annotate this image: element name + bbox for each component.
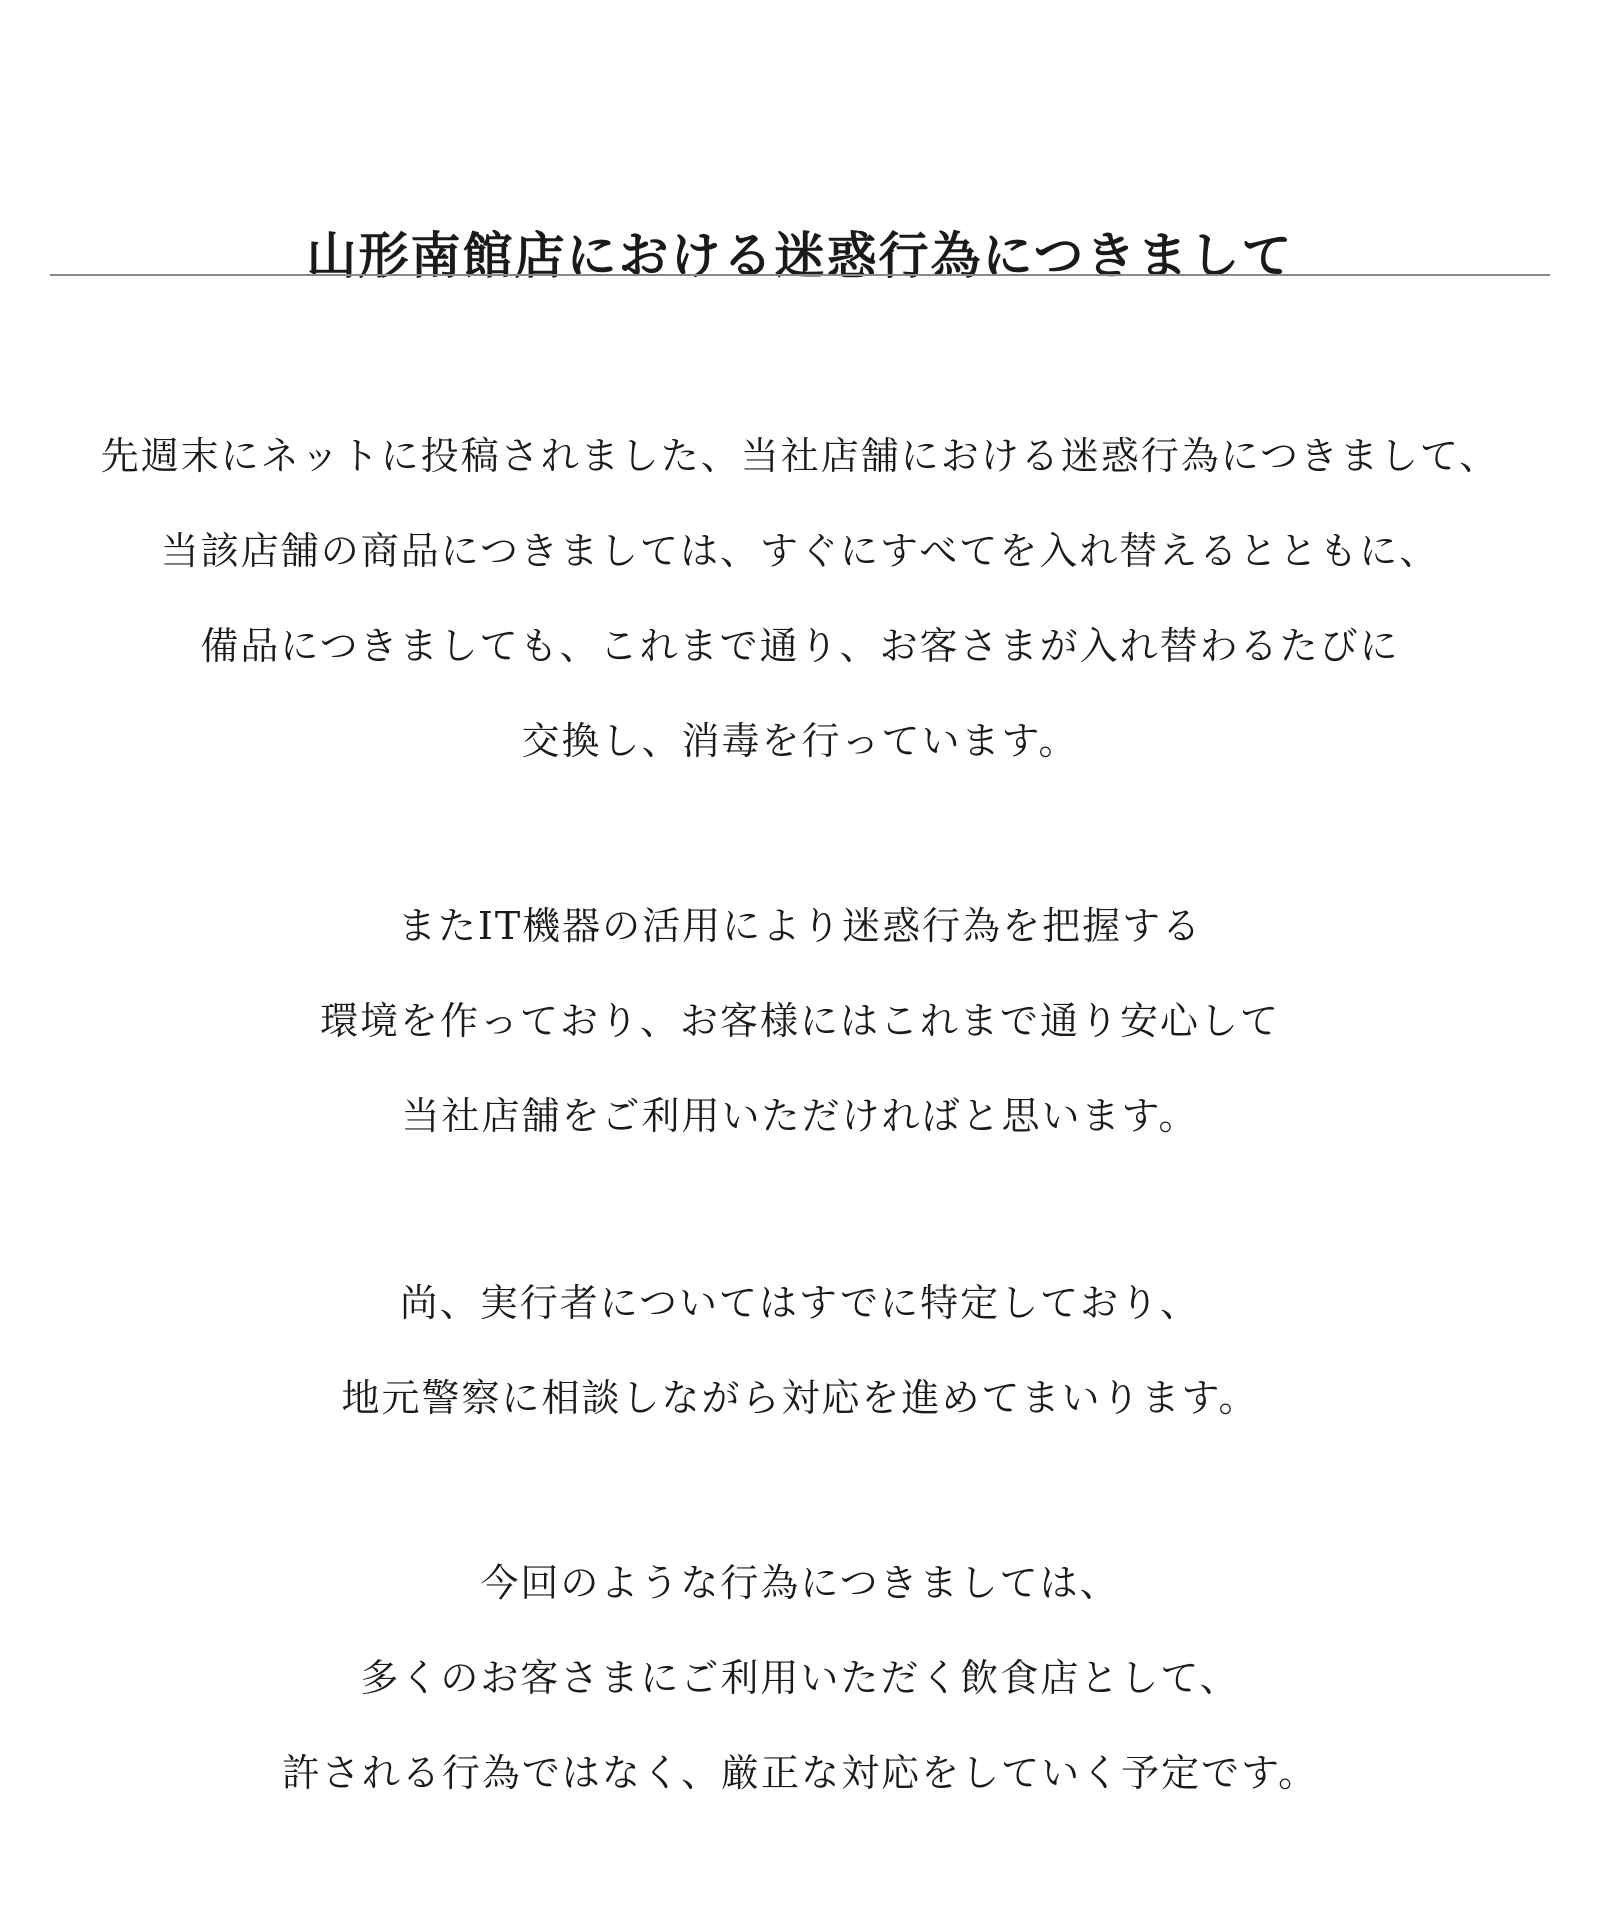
paragraph-line: 当社店舗をご利用いただければと思います。	[401, 1094, 1199, 1138]
paragraph-line: またIT機器の活用により迷惑行為を把握する	[397, 904, 1203, 948]
paragraph-line: 当該店舗の商品につきましては、すぐにすべてを入れ替えるとともに、	[160, 529, 1440, 573]
paragraph-line: 交換し、消毒を行っています。	[521, 719, 1079, 763]
paragraph-line: 許される行為ではなく、厳正な対応をしていく予定です。	[281, 1751, 1319, 1795]
title-divider	[50, 274, 1550, 276]
paragraph-line: 先週末にネットに投稿されました、当社店舗における迷惑行為につきまして、	[100, 434, 1500, 478]
paragraph-line: 今回のような行為につきましては、	[480, 1561, 1120, 1605]
page-title: 山形南館店における迷惑行為につきまして	[306, 225, 1294, 285]
paragraph-line: 地元警察に相談しながら対応を進めてまいります。	[341, 1376, 1259, 1420]
paragraph-line: 多くのお客さまにご利用いただく飲食店として、	[360, 1656, 1240, 1700]
paragraph-line: 備品につきましても、これまで通り、お客さまが入れ替わるたびに	[200, 624, 1400, 668]
paragraph-line: 環境を作っており、お客様にはこれまで通り安心して	[319, 999, 1280, 1043]
paragraph-line: 尚、実行者についてはすでに特定しており、	[399, 1281, 1201, 1325]
